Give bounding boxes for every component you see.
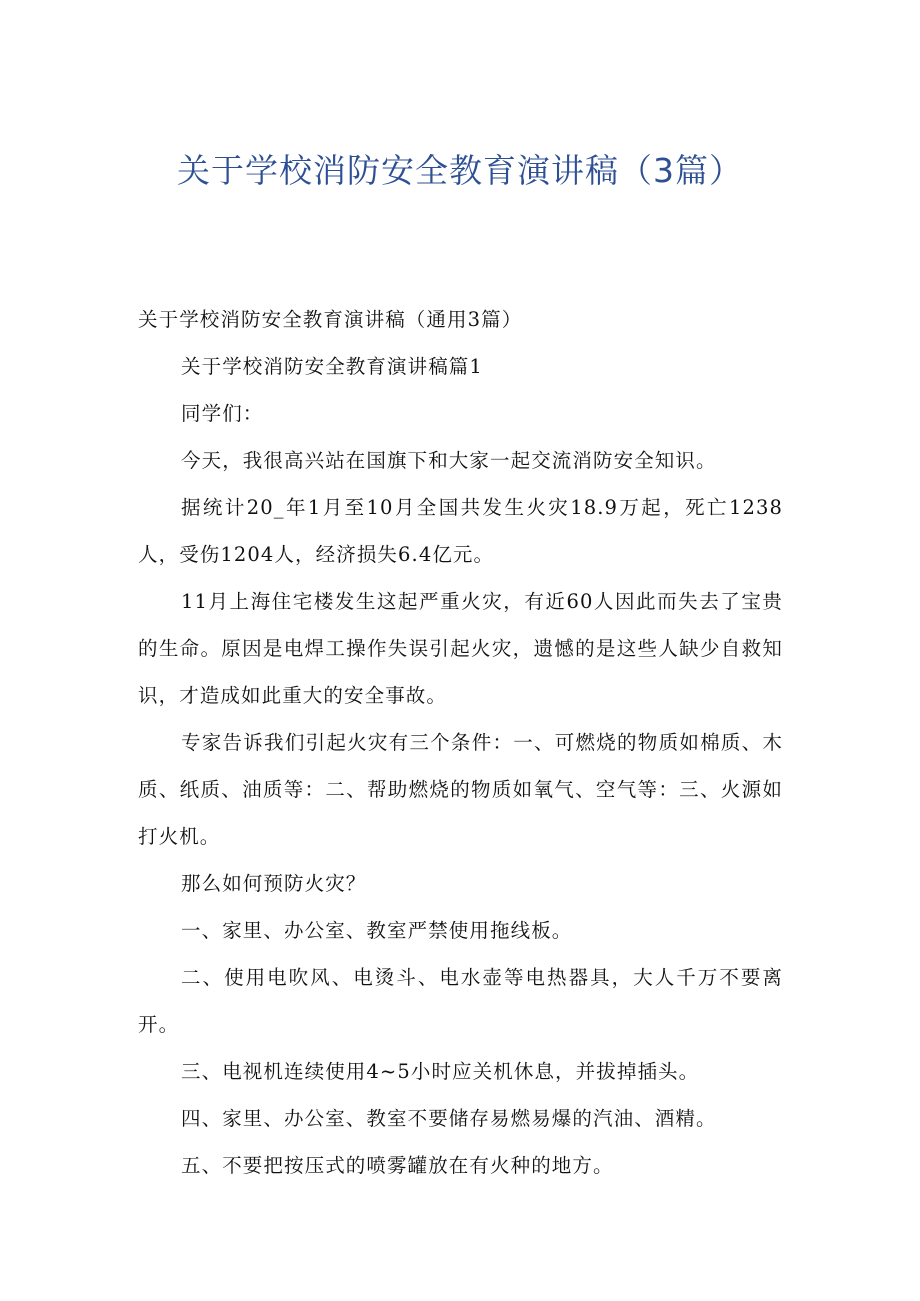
incident-paragraph: 11月上海住宅楼发生这起严重火灾，有近60人因此而失去了宝贵的生命。原因是电焊工操作失误引起火灾，遗憾的是这些人缺少自救知识，才造成如此重大的安全事故。 xyxy=(138,590,783,707)
subtitle-paragraph: 关于学校消防安全教育演讲稿（通用3篇） xyxy=(138,308,523,331)
tip-paragraph-4: 四、家里、办公室、教室不要储存易燃易爆的汽油、酒精。 xyxy=(181,1107,717,1130)
tip-paragraph-1: 一、家里、办公室、教室严禁使用拖线板。 xyxy=(181,919,573,942)
section-heading: 关于学校消防安全教育演讲稿篇1 xyxy=(181,355,483,378)
body-paragraph: 今天，我很高兴站在国旗下和大家一起交流消防安全知识。 xyxy=(181,449,717,472)
tip-paragraph-5: 五、不要把按压式的喷雾罐放在有火种的地方。 xyxy=(181,1154,614,1177)
salutation-paragraph: 同学们： xyxy=(181,402,264,425)
statistics-paragraph: 据统计20_年1月至10月全国共发生火灾18.9万起，死亡1238人，受伤1204人，经济损失6.4亿元。 xyxy=(138,496,783,566)
conditions-paragraph: 专家告诉我们引起火灾有三个条件：一、可燃烧的物质如棉质、木质、纸质、油质等：二、帮助燃烧的物质如氧气、空气等：三、火源如打火机。 xyxy=(138,731,783,848)
document-body xyxy=(138,296,783,1189)
question-paragraph: 那么如何预防火灾？ xyxy=(181,872,367,895)
tip-paragraph-2: 二、使用电吹风、电烫斗、电水壶等电热器具，大人千万不要离开。 xyxy=(138,966,783,1036)
tip-paragraph-3: 三、电视机连续使用4~5小时应关机休息，并拔掉插头。 xyxy=(181,1060,700,1083)
document-title: 关于学校消防安全教育演讲稿（3篇） xyxy=(177,151,743,190)
